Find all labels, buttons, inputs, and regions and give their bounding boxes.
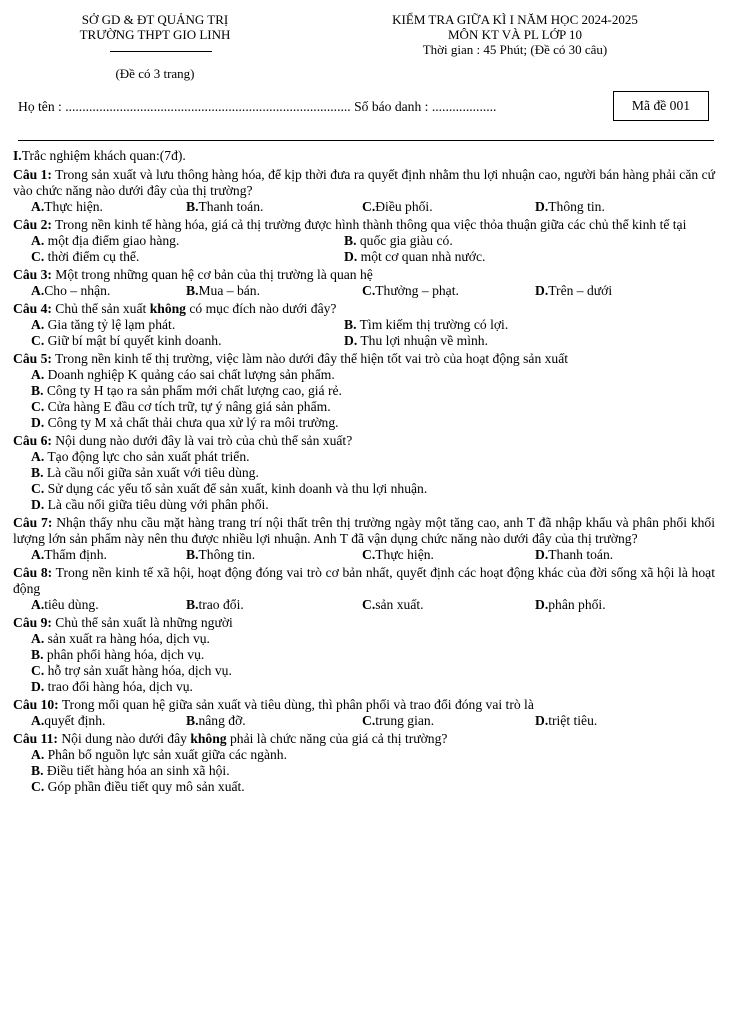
option-a[interactable]: A.quyết định.	[31, 713, 106, 728]
option-d[interactable]: D. Công ty M xả chất thải chưa qua xử lý ra môi trường.	[31, 415, 339, 430]
question-label: Câu 3:	[13, 267, 52, 282]
option-a[interactable]: A. Tạo động lực cho sản xuất phát triển.	[31, 449, 250, 464]
question-stem: Trong nền kinh tế thị trường, việc làm nào dưới đây thể hiện tốt vai trò của hoạt động sản xuất	[51, 351, 569, 366]
name-field[interactable]: ....................................................................................	[65, 99, 351, 114]
option-b[interactable]: B. Là cầu nối giữa sản xuất với tiêu dùng.	[31, 465, 259, 480]
header-divider	[110, 51, 212, 52]
option-b[interactable]: B. Công ty H tạo ra sản phẩm mới chất lượng cao, giá rẻ.	[31, 383, 342, 398]
option-d[interactable]: D. một cơ quan nhà nước.	[344, 249, 486, 264]
options-row	[13, 249, 715, 265]
option-a[interactable]: A. một địa điểm giao hàng.	[31, 233, 180, 248]
exam-time: Thời gian : 45 Phút; (Đề có 30 câu)	[422, 42, 608, 57]
option-c[interactable]: C.Thưởng – phạt.	[362, 283, 459, 298]
candidate-number-field[interactable]: ...................	[431, 99, 497, 114]
school-name: TRƯỜNG THPT GIO LINH	[79, 27, 231, 42]
question-label: Câu 4:	[13, 301, 52, 316]
question-label: Câu 10:	[13, 697, 59, 712]
exam-header	[350, 12, 680, 57]
question-stem: Trong nền kinh tế xã hội, hoạt động đóng vai trò cơ bản nhất, quyết định các hoạt động khác của đời sống xã hội là hoạt động	[13, 565, 715, 596]
options-row	[13, 199, 715, 215]
question-label: Câu 8:	[13, 565, 53, 580]
question-stem: Nội dung nào dưới đây là vai trò của chủ thể sản xuất?	[51, 433, 353, 448]
option-b[interactable]: B. phân phối hàng hóa, dịch vụ.	[31, 647, 205, 662]
option-a[interactable]: A. Gia tăng tỷ lệ lạm phát.	[31, 317, 176, 332]
section-heading	[13, 148, 715, 164]
option-c[interactable]: C. Sử dụng các yếu tố sản xuất để sản xuất, kinh doanh và thu lợi nhuận.	[31, 481, 428, 496]
option-a[interactable]: A.Thẩm định.	[31, 547, 107, 562]
question-stem: Nhận thấy nhu cầu mặt hàng trang trí nội thất trên thị trường ngày một tăng cao, anh T đã nhập khẩu và phân phối khối lượng lớn sản phẩm này nên thu được nhiều lợi nhuận. Anh T đã vận dụng chức năng nào dưới đây của thị trường?	[13, 515, 716, 546]
option-d[interactable]: D. Thu lợi nhuận về mình.	[344, 333, 488, 348]
options-row	[13, 233, 715, 249]
option-b[interactable]: B.trao đổi.	[186, 597, 244, 612]
section-title: Trắc nghiệm khách quan:(7đ).	[21, 148, 186, 163]
question-8	[13, 565, 715, 613]
option-a[interactable]: A.Cho – nhận.	[31, 283, 111, 298]
option-b[interactable]: B.nâng đỡ.	[186, 713, 246, 728]
candidate-number-label: Số báo danh :	[350, 99, 432, 114]
question-stem: Một trong những quan hệ cơ bản của thị trường là quan hệ	[51, 267, 373, 282]
exam-title: KIỂM TRA GIỮA KÌ I NĂM HỌC 2024-2025	[392, 12, 638, 27]
exam-subject: MÔN KT VÀ PL LỚP 10	[448, 27, 582, 42]
question-label: Câu 5:	[13, 351, 52, 366]
question-stem: Trong nền kinh tế hàng hóa, giá cả thị trường được hình thành thông qua việc thỏa thuận giữa các chủ thể kinh tế tại	[51, 217, 687, 232]
question-5	[13, 351, 715, 431]
options-row	[13, 317, 715, 333]
exam-content	[13, 148, 715, 795]
option-c[interactable]: C.sản xuất.	[362, 597, 424, 612]
options-row	[13, 597, 715, 613]
options-list	[13, 631, 715, 695]
name-label: Họ tên :	[18, 99, 66, 114]
question-1	[13, 167, 715, 215]
option-b[interactable]: B. quốc gia giàu có.	[344, 233, 453, 248]
question-stem: Trong sản xuất và lưu thông hàng hóa, để kịp thời đưa ra quyết định nhằm thu lợi nhuận cao, người bán hàng phải căn cứ vào chức năng nào dưới đây của thị trường?	[13, 167, 715, 198]
option-a[interactable]: A. sản xuất ra hàng hóa, dịch vụ.	[31, 631, 210, 646]
emphasis-not: không	[190, 731, 227, 746]
option-d[interactable]: D.Trên – dưới	[535, 283, 613, 298]
question-9	[13, 615, 715, 695]
option-b[interactable]: B. Điều tiết hàng hóa an sinh xã hội.	[31, 763, 230, 778]
question-3	[13, 267, 715, 299]
school-header	[60, 12, 250, 42]
option-a[interactable]: A.Thực hiện.	[31, 199, 103, 214]
option-a[interactable]: A. Doanh nghiệp K quảng cáo sai chất lượng sản phẩm.	[31, 367, 335, 382]
options-row	[13, 547, 715, 563]
header-rule	[18, 140, 714, 141]
option-d[interactable]: D.phân phối.	[535, 597, 606, 612]
question-6	[13, 433, 715, 513]
section-number: I.	[13, 148, 22, 163]
exam-code-box	[613, 91, 709, 121]
option-d[interactable]: D.Thanh toán.	[535, 547, 614, 562]
options-list	[13, 747, 715, 795]
option-b[interactable]: B.Mua – bán.	[186, 283, 261, 298]
question-stem: Chủ thể sản xuất là những người	[51, 615, 233, 630]
option-d[interactable]: D. trao đổi hàng hóa, dịch vụ.	[31, 679, 193, 694]
question-label: Câu 2:	[13, 217, 52, 232]
question-stem: Trong mối quan hệ giữa sản xuất và tiêu dùng, thì phân phối và trao đổi đóng vai trò là	[58, 697, 534, 712]
options-row	[13, 333, 715, 349]
option-b[interactable]: B.Thông tin.	[186, 547, 256, 562]
option-d[interactable]: D.triệt tiêu.	[535, 713, 598, 728]
option-d[interactable]: D.Thông tin.	[535, 199, 605, 214]
option-c[interactable]: C. Cửa hàng E đầu cơ tích trữ, tự ý nâng giá sản phẩm.	[31, 399, 331, 414]
option-d[interactable]: D. Là cầu nối giữa tiêu dùng với phân phối.	[31, 497, 269, 512]
question-label: Câu 9:	[13, 615, 52, 630]
question-label: Câu 1:	[13, 167, 52, 182]
option-c[interactable]: C.Điều phối.	[362, 199, 433, 214]
option-c[interactable]: C.trung gian.	[362, 713, 435, 728]
option-a[interactable]: A.tiêu dùng.	[31, 597, 99, 612]
department-name: SỞ GD & ĐT QUẢNG TRỊ	[81, 12, 229, 27]
option-b[interactable]: B.Thanh toán.	[186, 199, 264, 214]
option-c[interactable]: C. Giữ bí mật bí quyết kinh doanh.	[31, 333, 222, 348]
question-2	[13, 217, 715, 265]
question-label: Câu 6:	[13, 433, 52, 448]
option-c[interactable]: C.Thực hiện.	[362, 547, 434, 562]
options-row	[13, 283, 715, 299]
option-c[interactable]: C. hỗ trợ sản xuất hàng hóa, dịch vụ.	[31, 663, 232, 678]
question-4: Câu 4: Chủ thể sản xuất không có mục đích nào dưới đây? A. Gia tăng tỷ lệ lạm phát. B. Tìm kiếm thị trường có lợi. C. Giữ bí mật bí quyết kinh doanh. D. Thu lợi nhuận về mình.	[13, 301, 715, 349]
student-info-line	[18, 99, 496, 115]
question-label: Câu 7:	[13, 515, 53, 530]
options-list	[13, 367, 715, 431]
options-row	[13, 713, 715, 729]
options-list	[13, 449, 715, 513]
emphasis-not: không	[149, 301, 186, 316]
option-c[interactable]: C. Góp phần điều tiết quy mô sản xuất.	[31, 779, 245, 794]
option-b[interactable]: B. Tìm kiếm thị trường có lợi.	[344, 317, 509, 332]
question-label: Câu 11:	[13, 731, 58, 746]
question-11: Câu 11: Nội dung nào dưới đây không phải là chức năng của giá cả thị trường? A. Phân bổ nguồn lực sản xuất giữa các ngành. B. Điều tiết hàng hóa an sinh xã hội. C. Góp phần điều tiết quy mô sản xuất.	[13, 731, 715, 795]
page-count-note: (Đề có 3 trang)	[115, 66, 195, 81]
option-a[interactable]: A. Phân bổ nguồn lực sản xuất giữa các ngành.	[31, 747, 287, 762]
exam-code: Mã đề 001	[631, 98, 691, 113]
option-c[interactable]: C. thời điểm cụ thể.	[31, 249, 140, 264]
question-10	[13, 697, 715, 729]
question-7	[13, 515, 715, 563]
